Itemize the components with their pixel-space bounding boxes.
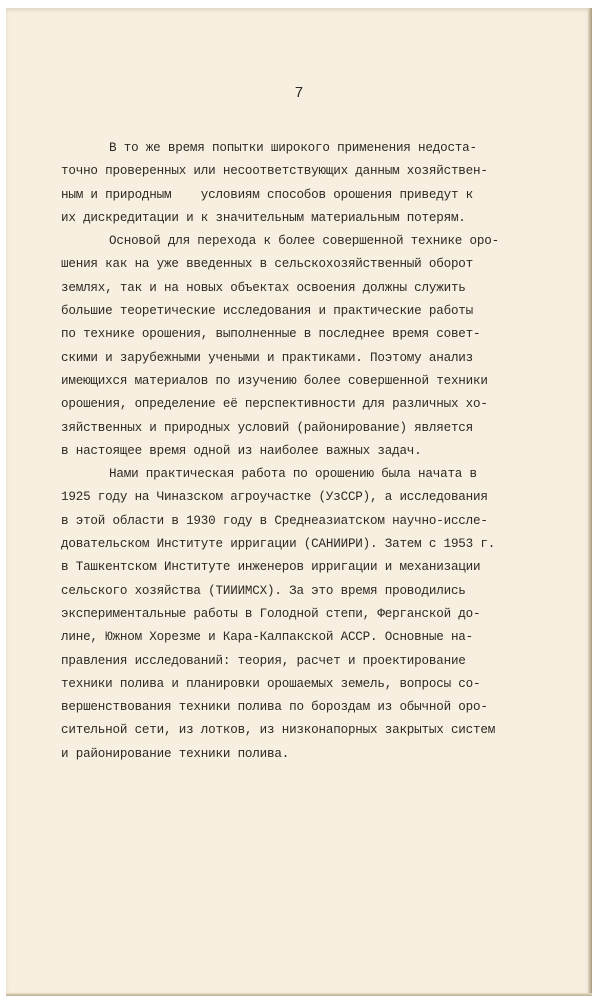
text-line: в этой области в 1930 году в Среднеазиатском научно-исслe- <box>61 513 488 528</box>
text-line: в Ташкентском Институте инженеров ирригации и механизации <box>61 560 481 575</box>
text-line: сельского хозяйства (ТИИИМСХ). За это время проводились <box>61 583 466 598</box>
text-line: скими и зарубежными учеными и практиками. Поэтому анализ <box>61 350 474 365</box>
text-line: их дискредитации и к значительным материальным потерям. <box>61 210 466 225</box>
text-line: по технике орошения, выполненные в последнее время совет- <box>61 327 481 342</box>
text-line: Основой для перехода к более совершенной технике оро- <box>109 234 499 249</box>
text-line: большие теоретические исследования и практические работы <box>61 304 474 319</box>
text-line: имеющихся материалов по изучению более совершенной техники <box>61 373 488 388</box>
text-line: правления исследований: теория, расчет и проектирование <box>61 653 466 668</box>
text-line: экспериментальные работы в Голодной степи, Ферганской до- <box>61 606 481 621</box>
text-line: ным и природным условиям способов орошения приведут к <box>61 187 474 202</box>
text-line: 1925 году на Чиназском агроучастке (УзССР), а исследования <box>61 490 488 505</box>
text-line: и районирование техники полива. <box>61 746 290 761</box>
text-line: зяйственных и природных условий (районирование) является <box>61 420 474 435</box>
text-line: орошения, определение её перспективности для различных хо- <box>61 397 488 412</box>
text-line: техники полива и планировки орошаемых земель, вопросы со- <box>61 676 481 691</box>
text-line: вершенствования техники полива по бороздам из обычной оро- <box>61 700 488 715</box>
page-number: 7 <box>294 85 304 102</box>
text-line: точно проверенных или несоответствующих данным хозяйствен- <box>61 164 488 179</box>
text-line: В то же время попытки широкого применения недоста- <box>109 141 477 155</box>
page-edge-bottom <box>6 993 592 996</box>
document-page <box>6 8 592 996</box>
text-line: шения как на уже введенных в сельскохозяйственный оборот <box>61 257 474 272</box>
body-text <box>61 137 551 766</box>
page-edge-right <box>588 8 592 996</box>
text-line: в настоящее время одной из наиболее важных задач. <box>61 443 422 458</box>
text-line: Нами практическая работа по орошению была начата в <box>109 467 477 482</box>
text-line: сительной сети, из лотков, из низконапорных закрытых систем <box>61 723 496 738</box>
text-line: довательском Институте ирригации (САНИИРИ). Затем с 1953 г. <box>61 537 496 552</box>
text-line: лине, Южном Хорезме и Кара-Калпакской АССР. Основные на- <box>61 630 474 645</box>
text-line: землях, так и на новых объектах освоения должны служить <box>61 280 466 295</box>
